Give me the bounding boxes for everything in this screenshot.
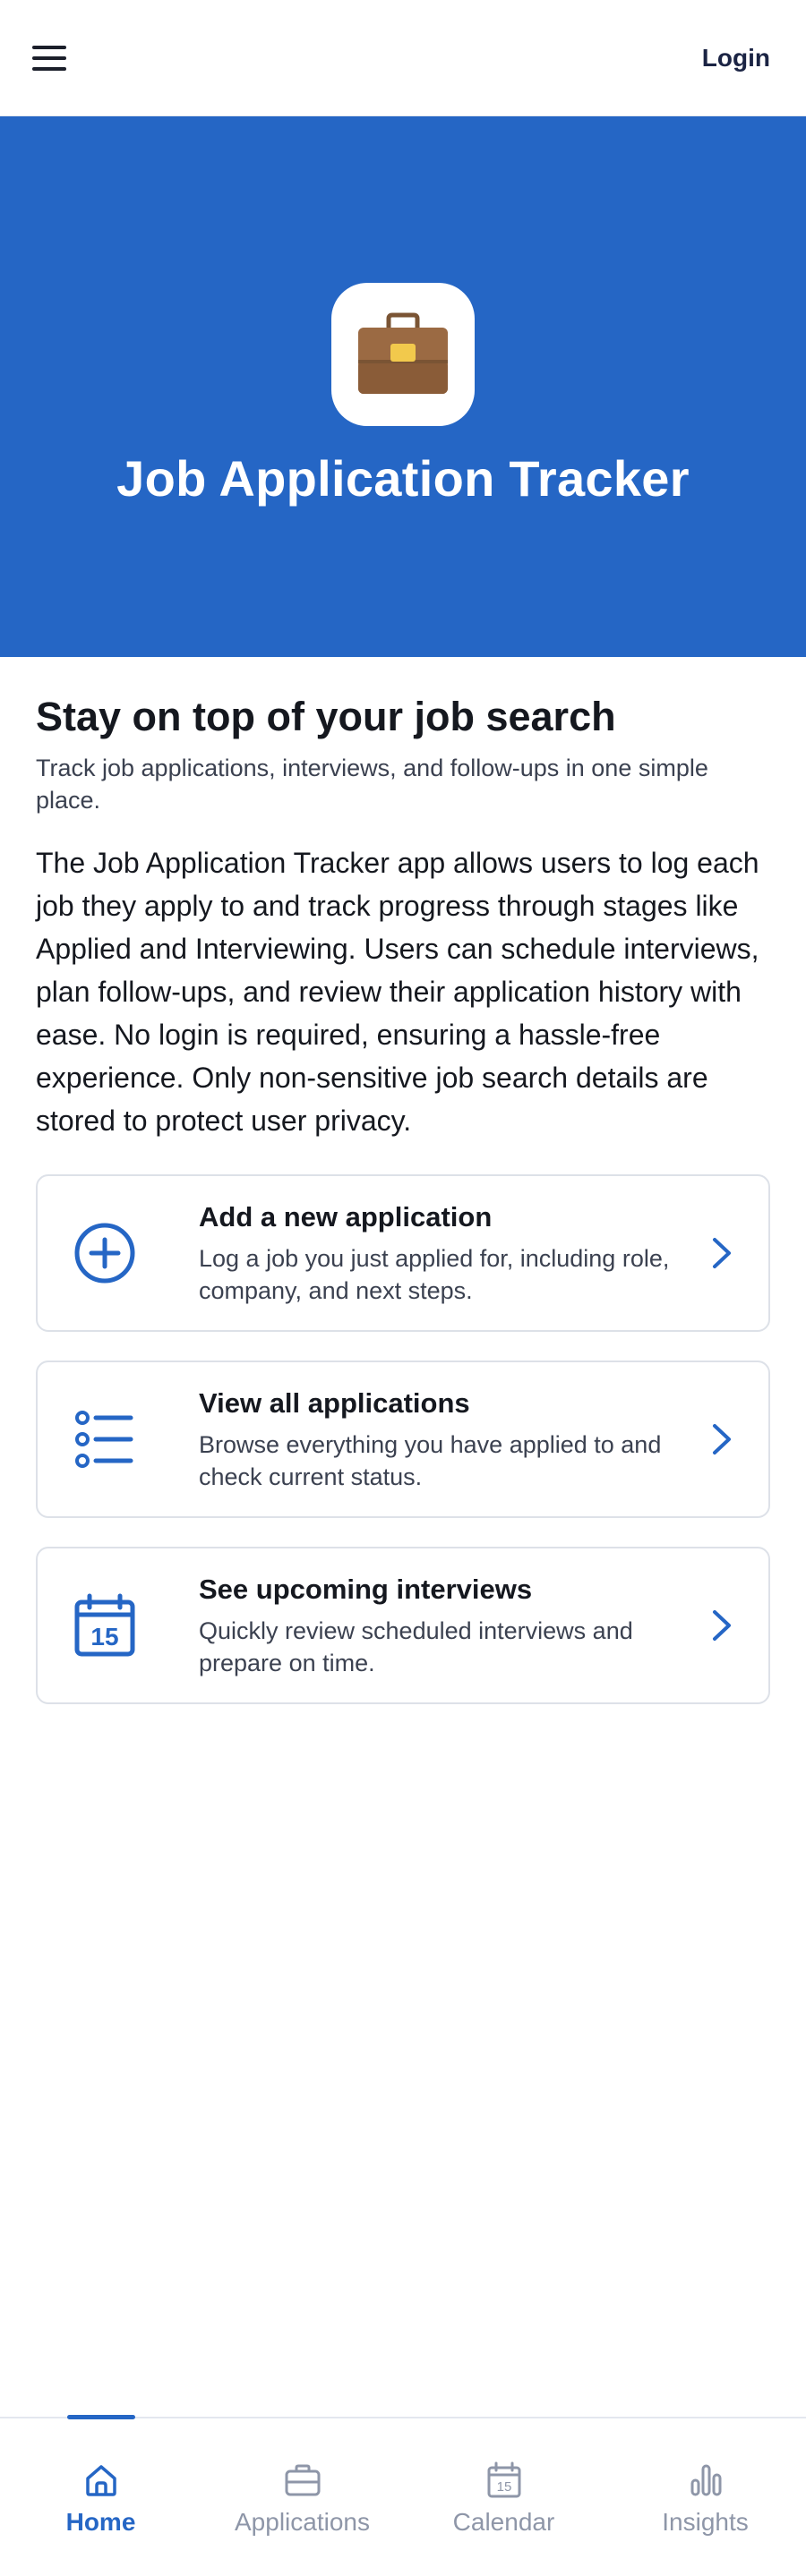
hero-title: Job Application Tracker (116, 450, 690, 507)
app-description: The Job Application Tracker app allows users to log each job they apply to and track progress through stages like Applied and Interviewing. Users can schedule interviews, plan follow-ups, and review their application history with ease. No login is required, ensuring a hassle-free experience. Only non-sensitive job search details are stored to protect user privacy. (36, 847, 759, 1137)
nav-label: Calendar (452, 2508, 555, 2536)
hero-banner (0, 116, 806, 657)
login-button[interactable]: Login (701, 43, 770, 72)
home-icon (83, 2462, 119, 2498)
view-applications-card[interactable] (36, 1361, 770, 1518)
card-description: Quickly review scheduled interviews and prepare on time. (199, 1617, 633, 1676)
menu-icon[interactable] (32, 40, 68, 76)
nav-label: Applications (235, 2508, 370, 2536)
card-title: See upcoming interviews (199, 1574, 533, 1605)
nav-item-applications[interactable] (202, 2418, 403, 2576)
nav-label: Insights (662, 2508, 749, 2536)
card-description: Browse everything you have applied to and check current status. (199, 1431, 662, 1490)
calendar-day: 15 (90, 1623, 119, 1651)
briefcase-icon (355, 310, 451, 399)
nav-item-calendar[interactable] (403, 2418, 604, 2576)
app-logo (331, 283, 475, 426)
upcoming-interviews-card[interactable] (36, 1547, 770, 1704)
card-title: Add a new application (199, 1201, 493, 1233)
nav-item-insights[interactable] (604, 2418, 806, 2576)
top-bar (0, 0, 806, 116)
page-heading: Stay on top of your job search (36, 694, 616, 739)
bar-chart-icon (688, 2462, 724, 2498)
bottom-nav (0, 2417, 806, 2576)
calendar-icon (486, 2461, 522, 2499)
nav-label: Home (65, 2508, 136, 2536)
plus-circle-icon (73, 1222, 136, 1284)
briefcase-icon (284, 2462, 322, 2498)
main-content (36, 657, 770, 1704)
card-description: Log a job you just applied for, including role, company, and next steps. (199, 1245, 670, 1304)
page-subheading: Track job applications, interviews, and follow-ups in one simple place. (36, 755, 708, 814)
chevron-right-icon (711, 1609, 733, 1642)
card-title: View all applications (199, 1387, 470, 1419)
chevron-right-icon (711, 1237, 733, 1269)
calendar-day: 15 (496, 2479, 511, 2495)
nav-item-home[interactable] (0, 2418, 202, 2576)
calendar-icon (73, 1593, 136, 1658)
add-application-card[interactable] (36, 1174, 770, 1332)
list-icon (73, 1408, 136, 1471)
chevron-right-icon (711, 1423, 733, 1455)
active-indicator (67, 2415, 135, 2419)
